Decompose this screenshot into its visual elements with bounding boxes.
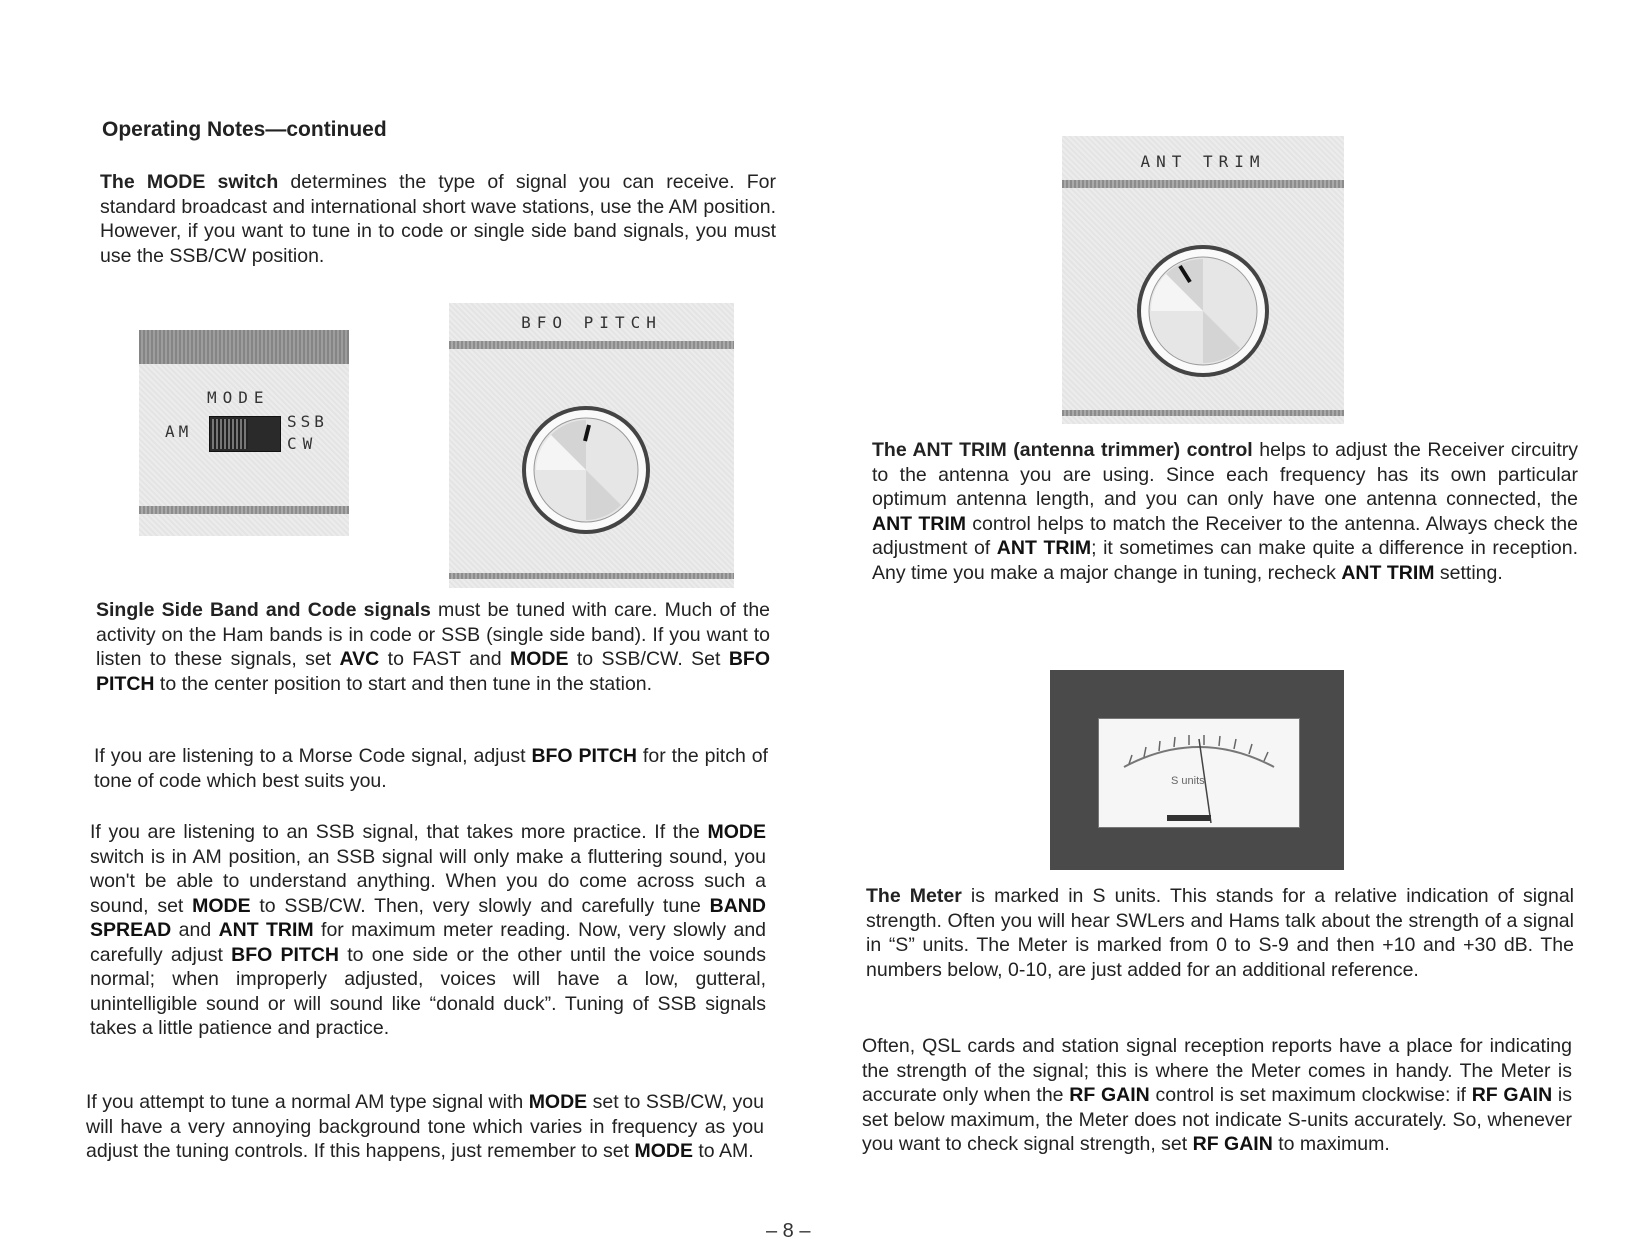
ant-trim-term: ANT TRIM: [872, 512, 967, 535]
mode-term: MODE: [707, 821, 766, 843]
ssb-text-2: to FAST and: [379, 648, 510, 670]
ant-panel-bottom-bar: [1062, 410, 1344, 416]
ant-text-3: ; it sometimes can make quite a difference in reception. Any time you make a major change in tuning, recheck: [872, 537, 1579, 584]
morse-code-paragraph: [94, 744, 768, 793]
bfo-pitch-title: BFO PITCH: [521, 313, 662, 332]
ssb-text-4: to the center position to start and then tune in the station.: [154, 672, 653, 695]
mode-panel-top-bar: [139, 330, 349, 364]
mode-term: MODE: [510, 648, 569, 670]
am-signal-paragraph: [86, 1090, 764, 1164]
ant-trim-term: ANT TRIM: [996, 537, 1092, 559]
right-page: [840, 0, 1632, 1240]
ant-text-4: setting.: [1434, 561, 1503, 584]
bfo-panel-top-bar: [449, 341, 734, 349]
ant-trim-title: ANT TRIM: [1140, 152, 1266, 171]
ssb-code-paragraph: [96, 598, 770, 696]
ssb-listening-paragraph: [90, 820, 766, 1041]
listening-text-1: If you are listening to an SSB signal, that takes more practice. If the: [90, 821, 708, 843]
mode-switch-panel: [139, 330, 349, 536]
bfo-pitch-term: BFO PITCH: [96, 648, 770, 695]
ant-trim-panel: [1062, 136, 1344, 424]
page-heading: Operating Notes—continued: [102, 118, 387, 141]
bfo-panel-bottom-bar: [449, 573, 734, 579]
qsl-text-1: Often, QSL cards and station signal reception reports have a place for indicating the strength of the signal; this is where the Meter comes in handy. The Meter is accurate only when the: [862, 1035, 1572, 1106]
am-text-1: If you attempt to tune a normal AM type signal with: [86, 1091, 529, 1113]
ant-trim-lead: The ANT TRIM (antenna trimmer) control: [872, 439, 1253, 461]
ssb-label: SSB: [287, 412, 328, 431]
mode-term: MODE: [192, 894, 251, 917]
qsl-paragraph: [862, 1034, 1572, 1157]
morse-text-1: If you are listening to a Morse Code signal, adjust: [94, 745, 532, 767]
listening-text-4: and: [171, 919, 219, 941]
mode-toggle-switch[interactable]: [209, 416, 281, 452]
mode-panel-bottom-bar: [139, 506, 349, 514]
bfo-pitch-term: BFO PITCH: [531, 745, 638, 767]
mode-term: MODE: [634, 1140, 693, 1162]
signal-meter: [1050, 670, 1344, 870]
mode-toggle-ridges: [212, 419, 248, 449]
band-spread-term: BAND SPREAD: [90, 894, 766, 941]
bfo-pitch-term: BFO PITCH: [231, 943, 339, 966]
mode-switch-lead: The MODE switch: [100, 171, 279, 193]
ant-trim-term: ANT TRIM: [218, 919, 314, 941]
qsl-text-4: to maximum.: [1272, 1133, 1390, 1155]
meter-scale-icon: [1099, 719, 1299, 827]
am-label: AM: [165, 422, 193, 441]
am-text-3: to AM.: [692, 1140, 754, 1162]
rf-gain-term: RF GAIN: [1192, 1133, 1273, 1155]
morse-text-2: for the pitch of tone of code which best suits you.: [94, 745, 768, 792]
meter-scale-label: S units: [1171, 775, 1205, 787]
ssb-text-1: must be tuned with care. Much of the activity on the Ham bands is in code or SSB (single side band). If you want to listen to these signals, set: [96, 599, 771, 670]
rf-gain-term: RF GAIN: [1471, 1084, 1553, 1106]
am-text-2: set to SSB/CW, you will have a very annoying background tone which varies in frequency as you adjust the tuning controls. If this happens, just remember to set: [86, 1091, 765, 1162]
listening-text-2: switch is in AM position, an SSB signal will only make a fluttering sound, you won't be able to understand anything. When you do come across such a sound, set: [90, 845, 766, 917]
qsl-text-2: control is set maximum clockwise: if: [1149, 1084, 1472, 1106]
left-page: [0, 0, 810, 1240]
mode-switch-text: determines the type of signal you can receive. For standard broadcast and international short wave stations, use the AM position. However, if you want to tune in to code or single side band signals, you must use the SSB/CW position.: [100, 171, 776, 267]
ant-trim-term: ANT TRIM: [1341, 561, 1435, 584]
cw-label: CW: [287, 434, 319, 453]
listening-text-6: to one side or the other until the voice sounds normal; when improperly adjusted, voices will have a low, gutteral, unintelligible sound or will sound like “donald duck”. Tuning of SSB signals takes a little patience and practice.: [90, 943, 766, 1039]
page-number: – 8 –: [766, 1220, 811, 1242]
rf-gain-term: RF GAIN: [1069, 1084, 1150, 1106]
ssb-code-lead: Single Side Band and Code signals: [96, 599, 431, 621]
ant-text-1: helps to adjust the Receiver circuitry to the antenna you are using. Since each frequency has its own particular optimum antenna length, and you can only have one antenna connected, the: [872, 439, 1578, 510]
qsl-text-3: is set below maximum, the Meter does not indicate S-units accurately. So, whenever you want to check signal strength, set: [862, 1084, 1573, 1155]
mode-switch-paragraph: [100, 170, 776, 268]
ant-text-2: control helps to match the Receiver to the antenna. Always check the adjustment of: [872, 512, 1578, 559]
meter-face: [1098, 718, 1300, 828]
listening-text-3: to SSB/CW. Then, very slowly and carefully tune: [250, 894, 710, 917]
mode-term: MODE: [528, 1091, 588, 1113]
bfo-pitch-panel: [449, 303, 734, 588]
meter-lead: The Meter: [866, 885, 962, 907]
ant-panel-top-bar: [1062, 180, 1344, 188]
ant-trim-paragraph: [872, 438, 1578, 585]
meter-text: is marked in S units. This stands for a relative indication of signal strength. Often you will hear SWLers and Hams talk about the strength of a signal in “S” units. The Meter is marked from 0 to S-9 and then +10 and +30 dB. The numbers below, 0-10, are just added for an additional reference.: [866, 885, 1574, 981]
meter-paragraph: [866, 884, 1574, 982]
ant-trim-knob-icon[interactable]: [1136, 244, 1270, 378]
mode-label: MODE: [207, 388, 270, 407]
avc-term: AVC: [339, 648, 380, 670]
ssb-text-3: to SSB/CW. Set: [568, 648, 729, 670]
bfo-pitch-knob-icon[interactable]: [521, 405, 651, 535]
listening-text-5: for maximum meter reading. Now, very slowly and carefully adjust: [90, 919, 767, 966]
